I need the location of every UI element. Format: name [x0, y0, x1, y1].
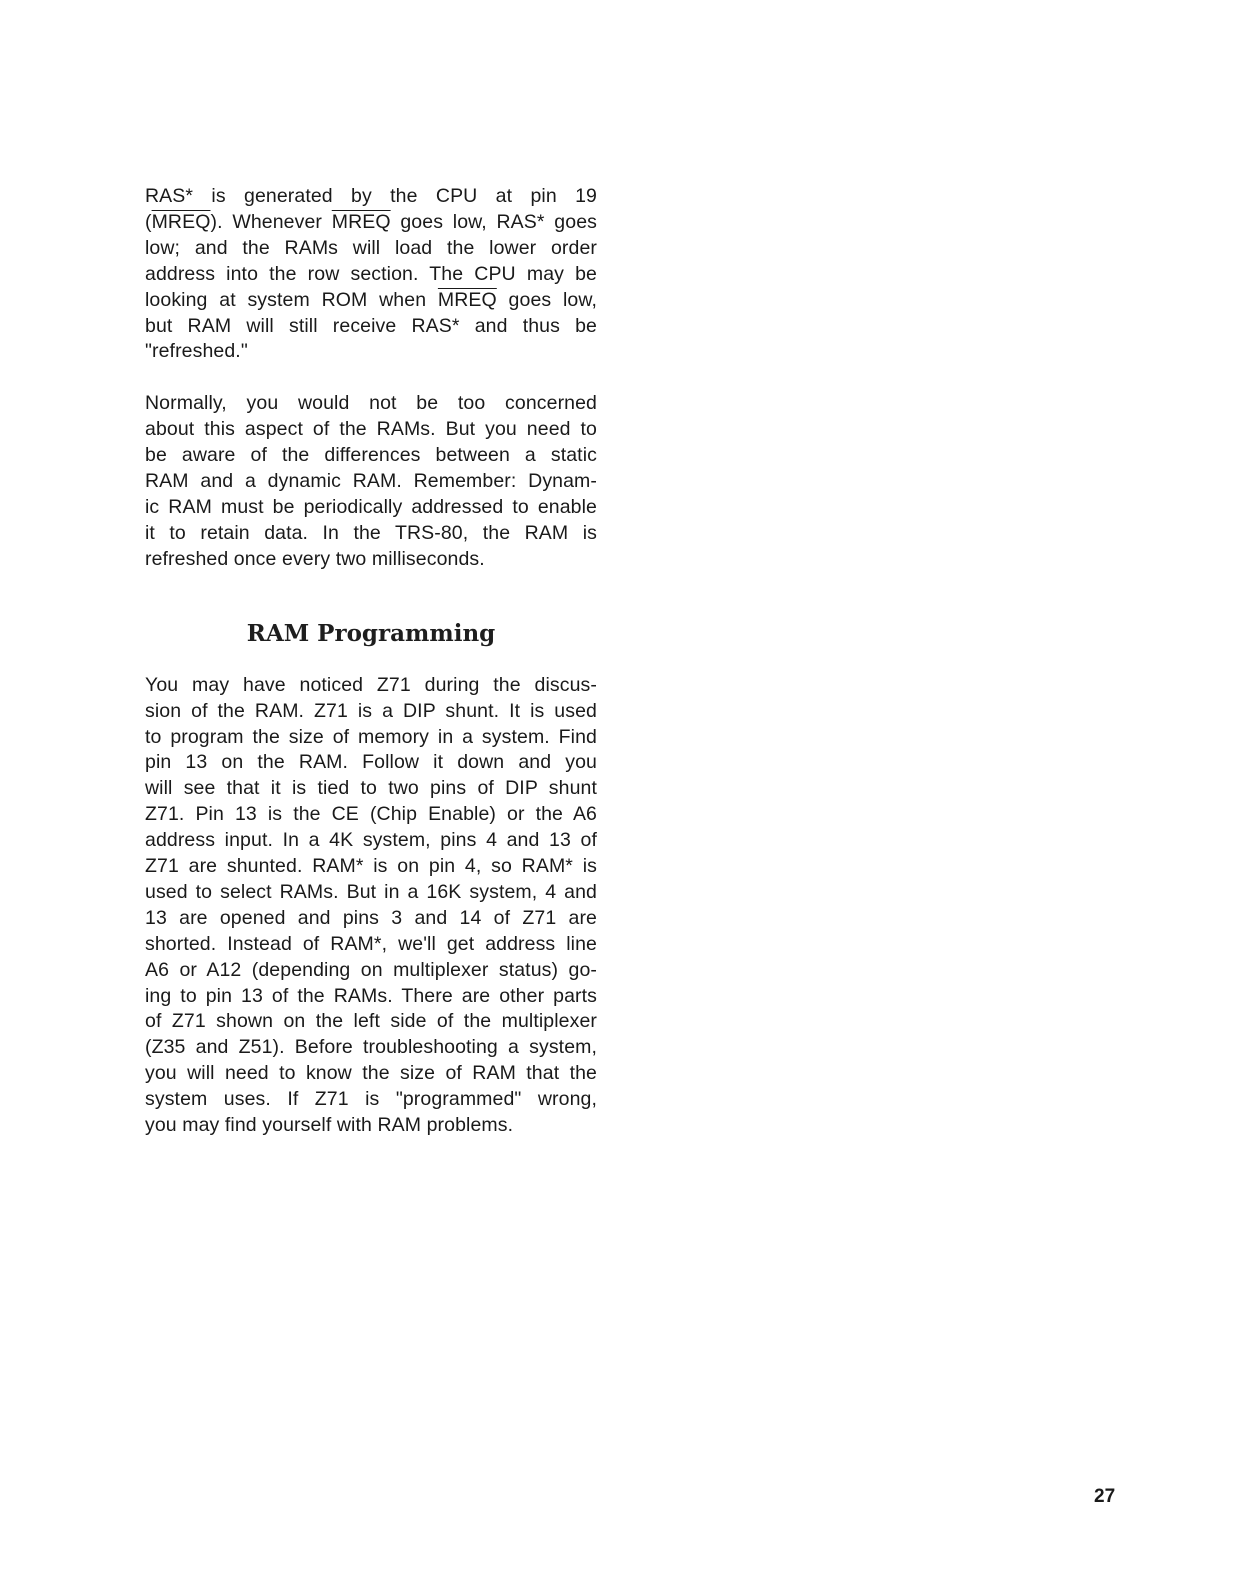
- text-line: shorted. Instead of RAM*, we'll get address line: [145, 932, 597, 955]
- text-line: Z71 are shunted. RAM* is on pin 4, so RAM* is: [145, 855, 597, 878]
- text-line: it to retain data. In the TRS-80, the RAM is: [145, 521, 597, 544]
- text-line: system uses. If Z71 is "programmed" wrong,: [145, 1088, 597, 1111]
- text-line: to program the size of memory in a system. Find: [145, 725, 597, 748]
- text-line: sion of the RAM. Z71 is a DIP shunt. It is used: [145, 699, 597, 722]
- text-line: about this aspect of the RAMs. But you need to: [145, 418, 597, 441]
- text-line: 13 are opened and pins 3 and 14 of Z71 are: [145, 906, 597, 929]
- text-line: used to select RAMs. But in a 16K system, 4 and: [145, 880, 597, 903]
- mreq-signal: MREQ: [151, 210, 211, 233]
- mreq-signal: MREQ: [331, 210, 391, 233]
- paragraph-ras-refresh: [145, 184, 597, 365]
- text-line: will see that it is tied to two pins of DIP shunt: [145, 777, 597, 800]
- paragraph-ram-programming: [145, 673, 597, 1139]
- text-line: you may find yourself with RAM problems.: [145, 1114, 514, 1137]
- text-column: [145, 184, 597, 1139]
- text-line: of Z71 shown on the left side of the multiplexer: [145, 1010, 597, 1033]
- text-line: (Z35 and Z51). Before troubleshooting a system,: [145, 1036, 597, 1059]
- mreq-signal: MREQ: [437, 288, 497, 311]
- text-line: RAM and a dynamic RAM. Remember: Dynam-: [145, 470, 597, 493]
- text-line: ic RAM must be periodically addressed to enable: [145, 495, 597, 518]
- paragraph-dynamic-ram: [145, 391, 597, 572]
- text-line: You may have noticed Z71 during the discus-: [145, 673, 597, 696]
- page-number: 27: [1094, 1486, 1116, 1507]
- text-line: you will need to know the size of RAM that the: [145, 1062, 597, 1085]
- text-line: ing to pin 13 of the RAMs. There are other parts: [145, 984, 597, 1007]
- text-line: Normally, you would not be too concerned: [145, 392, 597, 415]
- text-line: pin 13 on the RAM. Follow it down and you: [145, 751, 597, 774]
- text-line: be aware of the differences between a static: [145, 444, 597, 467]
- text-line: "refreshed.": [145, 340, 248, 363]
- text-line: low; and the RAMs will load the lower order: [145, 236, 597, 259]
- section-heading: RAM Programming: [246, 619, 496, 647]
- text-line: address input. In a 4K system, pins 4 and 13 of: [145, 829, 597, 852]
- text-line: address into the row section. The CPU may be: [145, 262, 597, 285]
- text-line: but RAM will still receive RAS* and thus be: [145, 314, 597, 337]
- text-line: Z71. Pin 13 is the CE (Chip Enable) or the A6: [145, 803, 597, 826]
- text-line: A6 or A12 (depending on multiplexer status) go-: [145, 958, 597, 981]
- text-line: refreshed once every two milliseconds.: [145, 547, 485, 570]
- text-line-mreq-overline: (MREQ). Whenever MREQ goes low, RAS* goes: [145, 210, 597, 233]
- text-line-mreq-overline: looking at system ROM when MREQ goes low,: [145, 288, 597, 311]
- text-line: RAS* is generated by the CPU at pin 19: [145, 185, 597, 207]
